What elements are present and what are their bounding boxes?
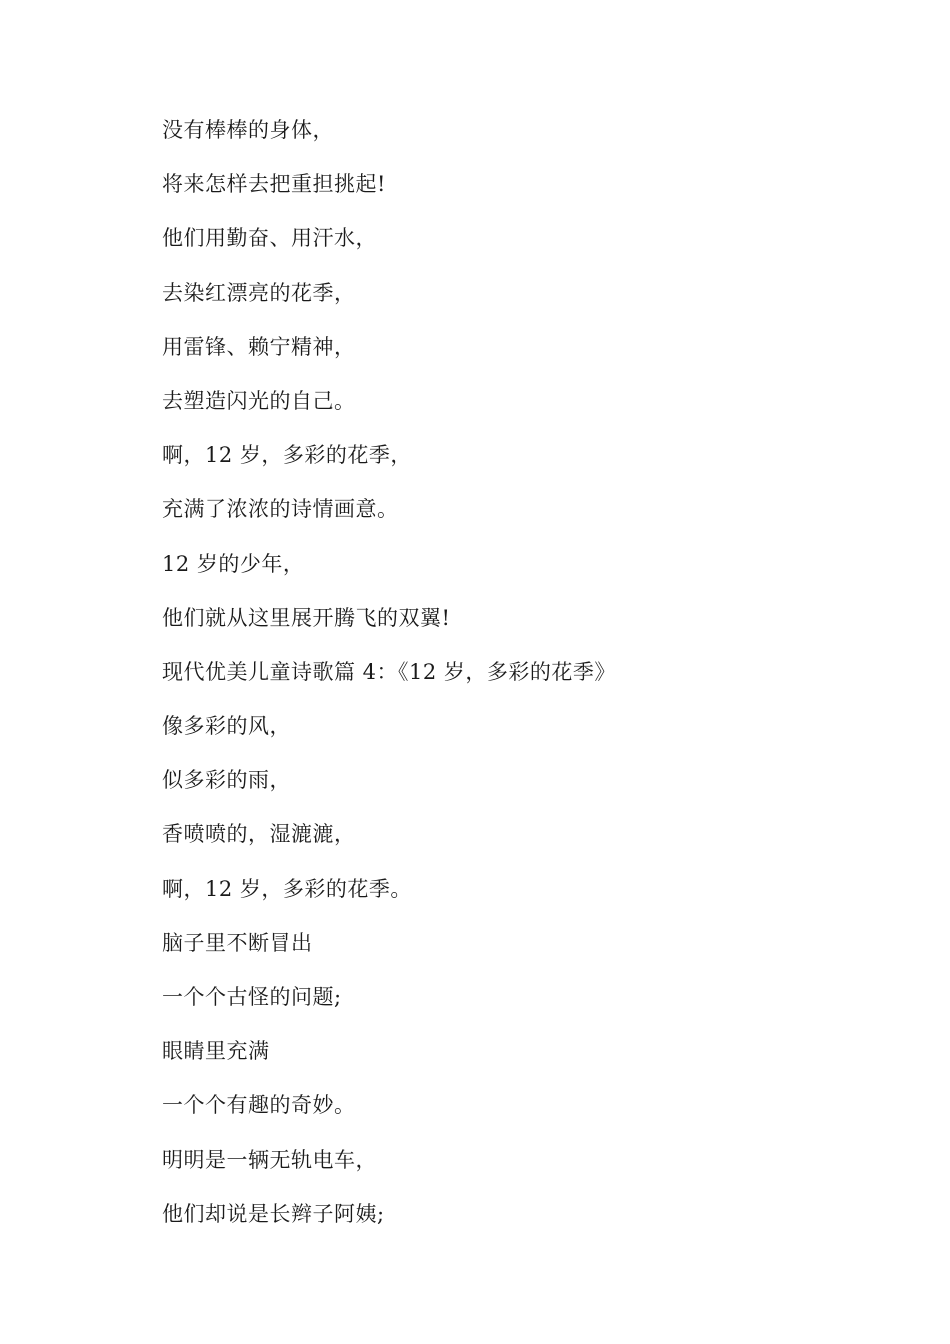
text-line: 他们却说是长辫子阿姨; — [162, 1201, 385, 1226]
text-line: 用雷锋、赖宁精神， — [162, 334, 356, 359]
text-line: 脑子里不断冒出 — [162, 930, 313, 955]
poem-text — [162, 112, 882, 1250]
text-line: 像多彩的风， — [162, 714, 291, 739]
text-line: 似多彩的雨， — [162, 768, 291, 793]
text-line: 眼睛里充满 — [162, 1039, 270, 1064]
text-line: 一个个有趣的奇妙。 — [162, 1093, 356, 1118]
text-line: 没有棒棒的身体， — [162, 118, 334, 142]
text-line: 啊，12 岁，多彩的花季。 — [162, 876, 412, 901]
text-line: 将来怎样去把重担挑起! — [162, 172, 386, 197]
text-line: 明明是一辆无轨电车， — [162, 1147, 377, 1172]
text-line: 12 岁的少年， — [162, 551, 305, 576]
text-line: 去塑造闪光的自己。 — [162, 388, 356, 413]
text-line: 一个个古怪的问题; — [162, 985, 342, 1009]
text-line: 充满了浓浓的诗情画意。 — [162, 497, 399, 522]
section-heading: 现代优美儿童诗歌篇 4：《12 岁，多彩的花季》 — [162, 659, 616, 684]
text-line: 啊，12 岁，多彩的花季， — [162, 443, 412, 468]
text-line: 香喷喷的，湿漉漉， — [162, 822, 356, 847]
text-line: 去染红漂亮的花季， — [162, 280, 356, 305]
text-line: 他们就从这里展开腾飞的双翼! — [162, 605, 451, 630]
text-line: 他们用勤奋、用汗水， — [162, 226, 377, 251]
